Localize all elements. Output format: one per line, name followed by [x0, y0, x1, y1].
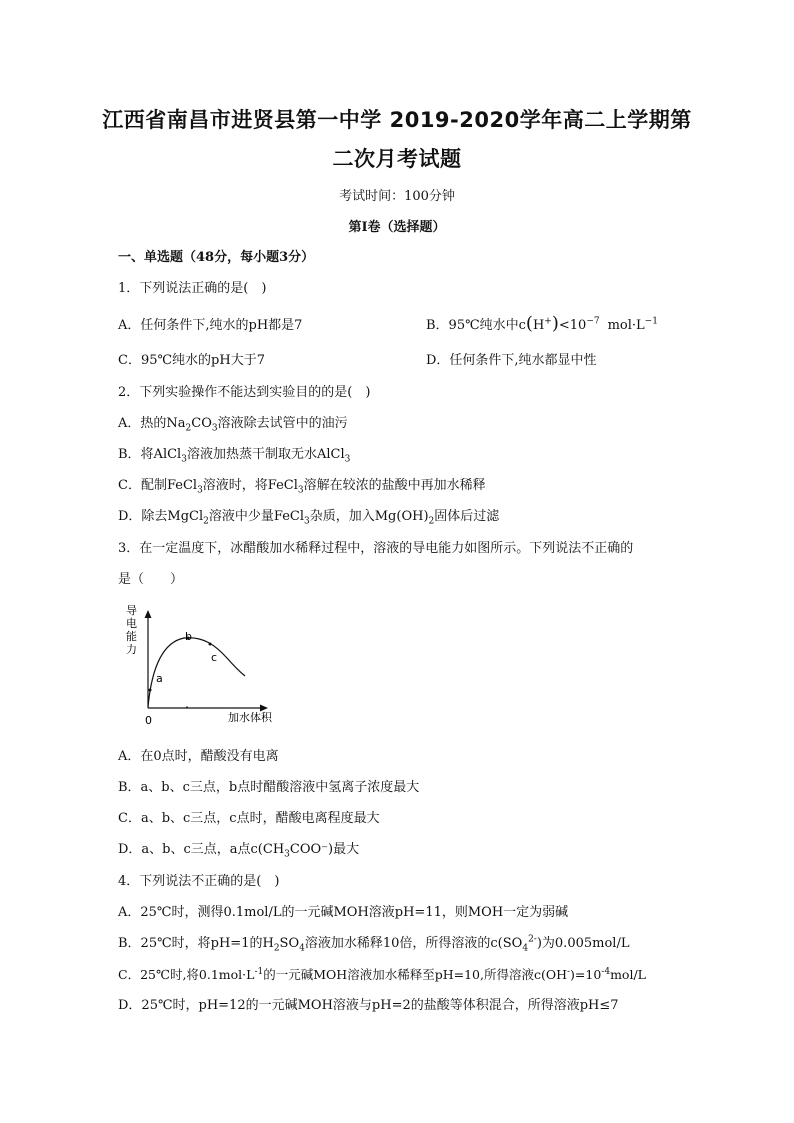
- q4-b-sub2: 4: [299, 943, 305, 954]
- q2-d-mid: 溶液中少量FeCl: [208, 509, 305, 524]
- figure-tick-dot: [186, 706, 188, 708]
- q2-b-sub2: 3: [344, 454, 351, 465]
- q3-d-sub1: 3: [284, 849, 290, 860]
- figure-ylabel-char1: 导: [126, 604, 137, 617]
- q2-c-pre: C．配制FeCl: [118, 478, 198, 493]
- q2-d-post: 固体后过滤: [434, 509, 500, 524]
- q4-option-d: D．25℃时，pH=12的一元碱MOH溶液与pH=2的盐酸等体积混合，所得溶液pH≤7: [118, 998, 619, 1013]
- q4-stem: 4．下列说法不正确的是( ): [118, 874, 280, 889]
- q1-option-b-exp: −7: [586, 316, 600, 327]
- q1-option-b: [426, 315, 658, 335]
- q4-c-sup2: -: [566, 966, 571, 977]
- figure-ylabel-char3: 能: [126, 630, 137, 643]
- q4-b-sub3: 4: [522, 943, 529, 954]
- q2-d-sub3: 2: [428, 516, 435, 527]
- q4-c-sup3: -4: [601, 966, 611, 977]
- q2-option-b: [118, 446, 350, 464]
- figure-label-b: b: [185, 630, 192, 643]
- q2-c-post: 溶解在较浓的盐酸中再加水稀释: [303, 478, 486, 493]
- q1-option-b-c: c: [518, 318, 526, 333]
- q4-b-sup: 2-: [528, 934, 537, 945]
- q2-a-sub2: 3: [211, 423, 218, 434]
- figure-ylabel-char4: 力: [126, 643, 137, 656]
- q1-stem: 1．下列说法正确的是( ): [118, 281, 267, 296]
- q2-d-pre: D．除去MgCl: [118, 509, 204, 524]
- q3-d-pre: D．a、b、c三点，a点c(CH: [118, 842, 285, 857]
- figure-origin: 0: [145, 714, 152, 727]
- q1-option-b-unit-exp: −1: [644, 316, 658, 327]
- q2-d-sub2: 3: [304, 516, 310, 527]
- q2-a-pre: A．热的Na: [118, 416, 186, 431]
- q3-stem-line2: 是（ ）: [118, 572, 184, 587]
- q4-c-pre: C．25℃时,将0.1mol·L: [118, 967, 255, 982]
- figure-y-arrow: [145, 610, 152, 618]
- q3-option-c: C．a、b、c三点，c点时，醋酸电离程度最大: [118, 811, 380, 826]
- q4-b-mid: SO: [279, 936, 300, 951]
- q1-option-b-h: H: [532, 318, 545, 333]
- q2-option-d: [118, 508, 499, 526]
- q1-option-b-lt: <10: [558, 318, 587, 333]
- q2-stem: 2．下列实验操作不能达到实验目的的是( ): [118, 385, 371, 400]
- figure-point-a: [149, 689, 152, 692]
- q3-d-post: COO⁻)最大: [289, 842, 360, 857]
- figure-label-c: c: [211, 651, 218, 664]
- q4-c-sup1: -1: [254, 966, 264, 977]
- q4-option-c: [118, 966, 646, 984]
- exam-title-line2: 二次月考试题: [332, 147, 462, 171]
- q1-option-a: A．任何条件下,纯水的pH都是7: [118, 318, 303, 333]
- q1-option-c: C．95℃纯水的pH大于7: [118, 353, 265, 368]
- q1-option-b-paren-close: ): [551, 313, 559, 334]
- section-heading: 一、单选题（48分，每小题3分）: [118, 250, 315, 265]
- q2-option-c: [118, 477, 486, 495]
- q4-c-mid: 的一元碱MOH溶液加水稀释至pH=10,所得溶液c(OH: [263, 967, 567, 982]
- volume-heading: 第Ⅰ卷（选择题）: [348, 220, 446, 235]
- exam-title-line1: 江西省南昌市进贤县第一中学 2019-2020学年高二上学期第: [102, 108, 692, 132]
- q4-b-mid2: 溶液加水稀释10倍，所得溶液的c(SO: [304, 936, 523, 951]
- q2-b-sub1: 3: [181, 454, 187, 465]
- q2-d-sub1: 2: [203, 516, 209, 527]
- q4-c-post: mol/L: [610, 967, 646, 982]
- q1-option-b-paren: (: [525, 313, 533, 334]
- q2-b-mid: 溶液加热蒸干制取无水AlCl: [186, 447, 345, 462]
- q2-b-pre: B．将AlCl: [118, 447, 182, 462]
- q1-option-d: D．任何条件下,纯水都显中性: [426, 353, 597, 368]
- q4-c-mid2: )=10: [570, 967, 602, 982]
- q2-a-sub1: 2: [185, 423, 192, 434]
- q4-b-post: )为0.005mol/L: [536, 936, 630, 951]
- q4-option-a: A．25℃时，测得0.1mol/L的一元碱MOH溶液pH=11，则MOH一定为弱碱: [118, 905, 569, 920]
- q1-option-b-unit: mol·L: [607, 318, 645, 333]
- q3-option-a: A．在0点时，醋酸没有电离: [118, 749, 279, 764]
- q2-c-sub2: 3: [297, 485, 304, 496]
- q2-a-post: 溶液除去试管中的油污: [217, 416, 348, 431]
- q2-d-mid2: 杂质，加入Mg(OH): [309, 509, 429, 524]
- q3-stem-line1: 3．在一定温度下，冰醋酸加水稀释过程中，溶液的导电能力如图所示。下列说法不正确的: [118, 541, 634, 556]
- q4-option-b: [118, 935, 629, 953]
- conductivity-figure: [112, 604, 312, 730]
- q2-a-mid: CO: [191, 416, 212, 431]
- figure-label-a: a: [156, 672, 163, 685]
- q2-option-a: [118, 415, 348, 433]
- q3-option-b: B．a、b、c三点，b点时醋酸溶液中氢离子浓度最大: [118, 780, 420, 795]
- q4-b-pre: B．25℃时，将pH=1的H: [118, 936, 274, 951]
- q1-option-b-plus: +: [544, 316, 552, 327]
- q3-option-d: [118, 841, 359, 859]
- q2-c-sub1: 3: [197, 485, 203, 496]
- figure-point-c: [209, 643, 212, 646]
- q1-option-b-prefix: B．95℃纯水中: [426, 318, 519, 333]
- q2-c-mid: 溶液时，将FeCl: [202, 478, 298, 493]
- q4-b-sub1: 2: [273, 943, 280, 954]
- exam-time: 考试时间：100分钟: [339, 189, 455, 204]
- figure-ylabel-char2: 电: [126, 617, 137, 630]
- figure-xlabel: 加水体积: [228, 711, 272, 724]
